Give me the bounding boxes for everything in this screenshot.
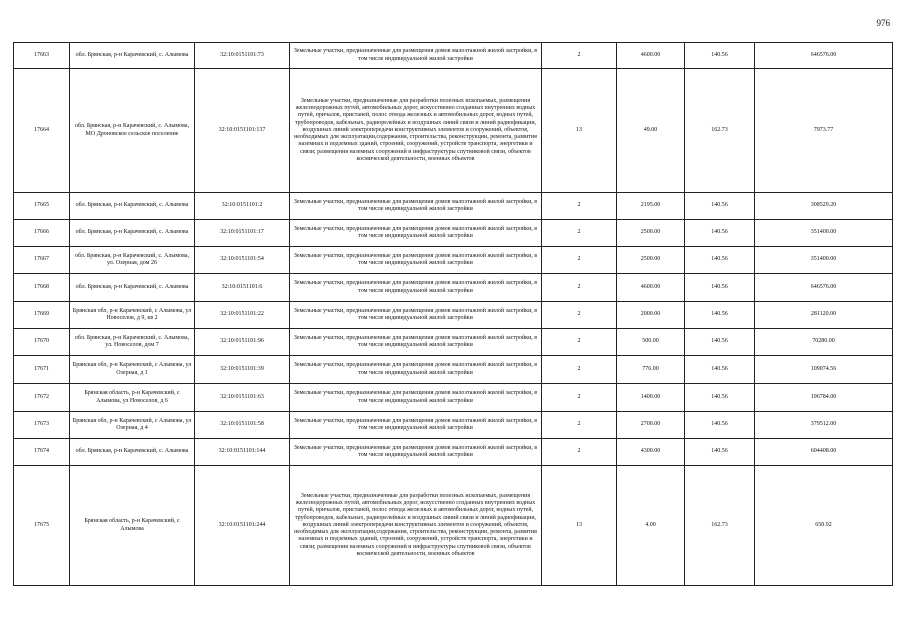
cadastral-number-cell: 32:10:0151101:244 [195,466,290,586]
rate-cell: 140.56 [685,220,755,247]
land-use-cell: Земельные участки, предназначенные для размещения домов малоэтажной жилой застройки, в том числе индивидуальной жилой застройки [290,43,542,69]
land-use-cell: Земельные участки, предназначенные для размещения домов малоэтажной жилой застройки, в том числе индивидуальной жилой застройки [290,384,542,412]
table-row [14,43,893,69]
table-row [14,220,893,247]
row-number-cell: 17670 [14,329,70,356]
land-use-cell: Земельные участки, предназначенные для размещения домов малоэтажной жилой застройки, в том числе индивидуальной жилой застройки [290,356,542,384]
address-cell: Брянская область, р-н Карачевский, с Алымова [70,466,195,586]
category-code-cell: 2 [542,193,617,220]
land-use-cell: Земельные участки, предназначенные для разработки полезных ископаемых, размещения железнодорожных путей, автомобильных дорог, искусственно созданных внутренних водных путей, причалов, пристаней, полос отвода железных и автомобильных дорог, водных путей, трубопроводов, кабельных, радиорелейных и воздушных линий связи и линий радиофикации, воздушных линий электропередачи конструктивных элементов и сооружений, объектов, необходимых для эксплуатации,содержания, строительства, реконструкции, ремонта, развития наземных и подземных зданий, строений, сооружений, устройств транспорта, энергетики и связи; размещения наземных сооружений и инфраструктуры спутниковой связи, объектов космической деятельности, военных объектов [290,69,542,193]
cadastral-value-cell: 351400.00 [755,220,893,247]
rate-cell: 140.56 [685,302,755,329]
rate-cell: 162.73 [685,466,755,586]
rate-cell: 140.56 [685,384,755,412]
area-cell: 2500.00 [617,247,685,274]
row-number-cell: 17675 [14,466,70,586]
row-number-cell: 17672 [14,384,70,412]
cadastral-value-cell: 109074.56 [755,356,893,384]
area-cell: 2195.00 [617,193,685,220]
table-row [14,412,893,439]
cadastral-number-cell: 32:10:0151101:54 [195,247,290,274]
category-code-cell: 2 [542,356,617,384]
category-code-cell: 2 [542,384,617,412]
address-cell: обл. Брянская, р-н Карачевский, с. Алымова [70,193,195,220]
cadastral-number-cell: 32:10:0151101:144 [195,439,290,466]
area-cell: 4600.00 [617,274,685,302]
category-code-cell: 2 [542,329,617,356]
rate-cell: 140.56 [685,193,755,220]
area-cell: 2000.00 [617,302,685,329]
row-number-cell: 17668 [14,274,70,302]
row-number-cell: 17671 [14,356,70,384]
row-number-cell: 17666 [14,220,70,247]
address-cell: обл. Брянская, р-н Карачевский, с. Алымова [70,43,195,69]
cadastral-value-cell: 308529.20 [755,193,893,220]
address-cell: обл. Брянская, р-н Карачевский, с. Алымова [70,439,195,466]
category-code-cell: 13 [542,69,617,193]
land-use-cell: Земельные участки, предназначенные для размещения домов малоэтажной жилой застройки, в том числе индивидуальной жилой застройки [290,220,542,247]
table-row [14,193,893,220]
category-code-cell: 2 [542,302,617,329]
cadastral-number-cell: 32:10:0151101:39 [195,356,290,384]
area-cell: 1400.00 [617,384,685,412]
category-code-cell: 2 [542,439,617,466]
row-number-cell: 17663 [14,43,70,69]
land-use-cell: Земельные участки, предназначенные для размещения домов малоэтажной жилой застройки, в том числе индивидуальной жилой застройки [290,247,542,274]
land-use-cell: Земельные участки, предназначенные для размещения домов малоэтажной жилой застройки, в том числе индивидуальной жилой застройки [290,193,542,220]
table-row [14,329,893,356]
cadastral-value-cell: 646576.00 [755,274,893,302]
land-use-cell: Земельные участки, предназначенные для размещения домов малоэтажной жилой застройки, в том числе индивидуальной жилой застройки [290,274,542,302]
cadastral-number-cell: 32:10:0151101:58 [195,412,290,439]
area-cell: 776.00 [617,356,685,384]
page-number: 976 [876,18,890,28]
cadastral-number-cell: 32:10:0151101:2 [195,193,290,220]
address-cell: Брянская обл, р-н Карачевский, с Алымова, ул Новоселов, д 9, кв 2 [70,302,195,329]
land-use-cell: Земельные участки, предназначенные для размещения домов малоэтажной жилой застройки, в том числе индивидуальной жилой застройки [290,329,542,356]
cadastral-value-table [13,42,893,586]
cadastral-number-cell: 32:10:0151101:63 [195,384,290,412]
category-code-cell: 2 [542,247,617,274]
area-cell: 2500.00 [617,220,685,247]
land-use-cell: Земельные участки, предназначенные для разработки полезных ископаемых, размещения железнодорожных путей, автомобильных дорог, искусственно созданных внутренних водных путей, причалов, пристаней, полос отвода железных и автомобильных дорог, водных путей, трубопроводов, кабельных, радиорелейных и воздушных линий связи и линий радиофикации, воздушных линий электропередачи конструктивных элементов и сооружений, объектов, необходимых для эксплуатации,содержания, строительства, реконструкции, ремонта, развития наземных и подземных зданий, строений, сооружений, устройств транспорта, энергетики и связи; размещения наземных сооружений и инфраструктуры спутниковой связи, объектов космической деятельности, военных объектов [290,466,542,586]
row-number-cell: 17667 [14,247,70,274]
row-number-cell: 17669 [14,302,70,329]
land-use-cell: Земельные участки, предназначенные для размещения домов малоэтажной жилой застройки, в том числе индивидуальной жилой застройки [290,439,542,466]
cadastral-value-cell: 379512.00 [755,412,893,439]
cadastral-value-cell: 351400.00 [755,247,893,274]
cadastral-number-cell: 32:10:0151101:137 [195,69,290,193]
table-row [14,302,893,329]
cadastral-value-cell: 646576.00 [755,43,893,69]
cadastral-number-cell: 32:10:0151101:96 [195,329,290,356]
address-cell: обл. Брянская, р-н Карачевский, с. Алымова [70,274,195,302]
category-code-cell: 13 [542,466,617,586]
row-number-cell: 17673 [14,412,70,439]
cadastral-number-cell: 32:10:0151101:22 [195,302,290,329]
rate-cell: 140.56 [685,274,755,302]
row-number-cell: 17665 [14,193,70,220]
category-code-cell: 2 [542,274,617,302]
area-cell: 2700.00 [617,412,685,439]
category-code-cell: 2 [542,43,617,69]
cadastral-value-cell: 604408.00 [755,439,893,466]
area-cell: 500.00 [617,329,685,356]
cadastral-number-cell: 32:10:0151101:17 [195,220,290,247]
address-cell: Брянская обл, р-н Карачевский, с Алымова, ул Озерная, д 4 [70,412,195,439]
table-row [14,356,893,384]
land-use-cell: Земельные участки, предназначенные для размещения домов малоэтажной жилой застройки, в том числе индивидуальной жилой застройки [290,412,542,439]
table-row [14,247,893,274]
area-cell: 4600.00 [617,43,685,69]
rate-cell: 162.73 [685,69,755,193]
table-row [14,274,893,302]
rate-cell: 140.56 [685,412,755,439]
area-cell: 49.00 [617,69,685,193]
address-cell: обл. Брянская, р-н Карачевский, с. Алымова, ул. Озерная, дом 26 [70,247,195,274]
address-cell: обл. Брянская, р-н Карачевский, с. Алымова [70,220,195,247]
land-use-cell: Земельные участки, предназначенные для размещения домов малоэтажной жилой застройки, в том числе индивидуальной жилой застройки [290,302,542,329]
rate-cell: 140.56 [685,329,755,356]
cadastral-value-cell: 196784.00 [755,384,893,412]
cadastral-value-cell: 281120.00 [755,302,893,329]
cadastral-value-cell: 7973.77 [755,69,893,193]
category-code-cell: 2 [542,412,617,439]
address-cell: Брянская область, р-н Карачевский, с Алымова, ул Новоселов, д 6 [70,384,195,412]
rate-cell: 140.56 [685,247,755,274]
rate-cell: 140.56 [685,356,755,384]
address-cell: Брянская обл, р-н Карачевский, с Алымова, ул Озерная, д 1 [70,356,195,384]
rate-cell: 140.56 [685,43,755,69]
rate-cell: 140.56 [685,439,755,466]
table-row [14,466,893,586]
row-number-cell: 17674 [14,439,70,466]
address-cell: обл. Брянская, р-н Карачевский, с. Алымова, ул. Новоселов, дом 7 [70,329,195,356]
area-cell: 4300.00 [617,439,685,466]
table-row [14,384,893,412]
table-row [14,439,893,466]
table-row [14,69,893,193]
cadastral-number-cell: 32:10:0151101:6 [195,274,290,302]
cadastral-value-cell: 650.92 [755,466,893,586]
address-cell: обл. Брянская, р-н Карачевский, с. Алымова, МО Дроновское сельское поселение [70,69,195,193]
area-cell: 4.00 [617,466,685,586]
row-number-cell: 17664 [14,69,70,193]
table-body [14,43,893,586]
cadastral-value-cell: 70280.00 [755,329,893,356]
category-code-cell: 2 [542,220,617,247]
cadastral-number-cell: 32:10:0151101:73 [195,43,290,69]
